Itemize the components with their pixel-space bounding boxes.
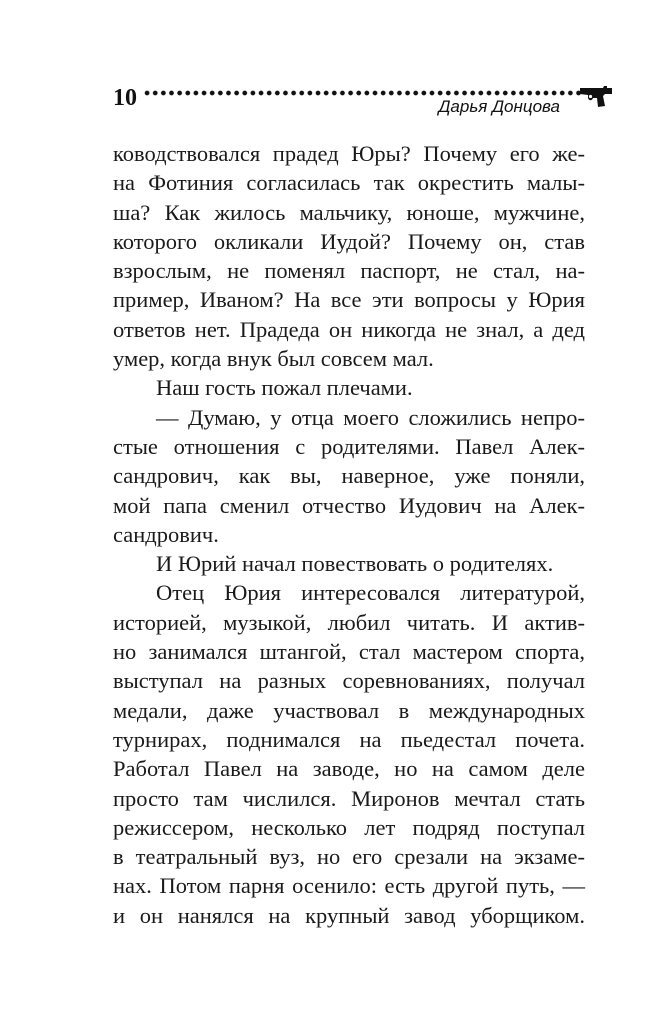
text-line: — Думаю, у отца моего сложились непро- (156, 404, 585, 430)
text-line: историей, музыкой, любил читать. И актив- (113, 609, 585, 635)
text-line: пример, Иваном? На все эти вопросы у Юрия (113, 287, 585, 313)
text-line: нах. Потом парня осенило: есть другой путь, — (113, 873, 585, 899)
body-text (113, 139, 585, 930)
text-line: выступал на разных соревнованиях, получал (113, 668, 585, 694)
text-line: и он нанялся на крупный завод уборщиком. (113, 902, 585, 928)
text-line: стые отношения с родителями. Павел Алек- (113, 433, 585, 459)
text-line: Работал Павел на заводе, но на самом деле (113, 756, 585, 782)
text-line: ответов нет. Прадеда он никогда не знал, а дед (113, 316, 585, 342)
revolver-icon (579, 82, 613, 108)
text-line: турнирах, поднимался на пьедестал почета. (113, 726, 585, 752)
text-line: взрослым, не поменял паспорт, не стал, на- (113, 258, 585, 284)
text-line: мой папа сменил отчество Иудович на Алек- (113, 492, 585, 518)
text-line: сандрович, как вы, наверное, уже поняли, (113, 463, 585, 489)
text-line: сандрович. (113, 521, 219, 547)
text-line: ководствовался прадед Юры? Почему его же- (113, 141, 585, 166)
running-header-author: Дарья Донцова (438, 97, 560, 116)
text-line: И Юрий начал повествовать о родителях. (156, 551, 554, 577)
dot-leader-divider (143, 90, 583, 96)
text-line: медали, даже участвовал в международных (113, 697, 585, 723)
text-line: на Фотиния согласилась так окрестить малы- (113, 170, 585, 196)
text-line: но занимался штангой, стал мастером спорта, (113, 639, 585, 665)
text-line: в театральный вуз, но его срезали на экзаме- (113, 844, 585, 870)
text-line: ша? Как жилось мальчику, юноше, мужчине, (113, 199, 585, 225)
text-line: умер, когда внук был совсем мал. (113, 346, 434, 372)
page-number: 10 (113, 85, 137, 111)
text-line: просто там числился. Миронов мечтал стать (113, 785, 585, 811)
text-line: Наш гость пожал плечами. (156, 375, 413, 401)
text-line: режиссером, несколько лет подряд поступал (113, 814, 585, 840)
text-line: Отец Юрия интересовался литературой, (156, 580, 585, 606)
text-line: которого окликали Иудой? Почему он, став (113, 228, 585, 254)
